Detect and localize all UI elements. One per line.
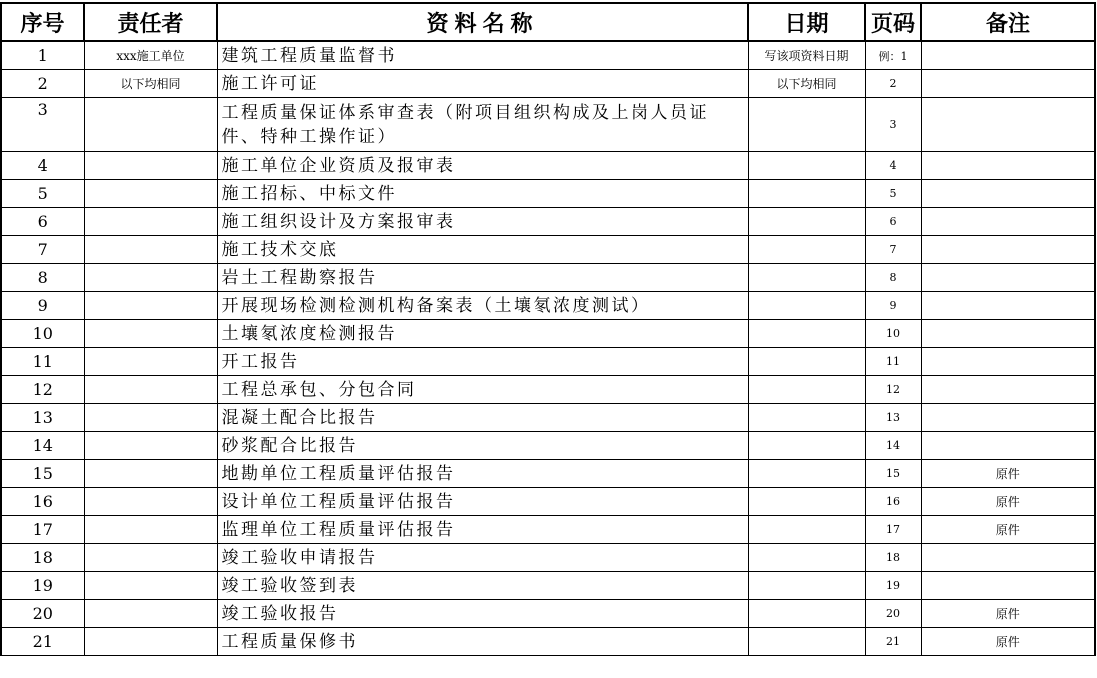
date-cell [748, 180, 865, 208]
page-cell: 14 [865, 432, 921, 460]
row-number-cell: 20 [1, 600, 84, 628]
table-row [1, 376, 1095, 404]
responsible-cell [84, 376, 217, 404]
table-row [1, 208, 1095, 236]
responsible-cell [84, 404, 217, 432]
row-number-cell: 6 [1, 208, 84, 236]
table-row [1, 292, 1095, 320]
document-name-cell: 施工招标、中标文件 [217, 180, 748, 208]
page-cell: 7 [865, 236, 921, 264]
row-number-cell: 15 [1, 460, 84, 488]
date-cell [748, 628, 865, 656]
responsible-cell [84, 544, 217, 572]
responsible-cell [84, 208, 217, 236]
page-cell: 11 [865, 348, 921, 376]
date-cell [748, 404, 865, 432]
header-row [1, 3, 1095, 41]
date-cell: 写该项资料日期 [748, 41, 865, 70]
table-row [1, 236, 1095, 264]
row-number-cell: 8 [1, 264, 84, 292]
document-name-cell: 混凝土配合比报告 [217, 404, 748, 432]
page-cell: 13 [865, 404, 921, 432]
page-cell: 19 [865, 572, 921, 600]
row-number-cell: 19 [1, 572, 84, 600]
row-number-cell: 14 [1, 432, 84, 460]
responsible-cell [84, 236, 217, 264]
responsible-cell [84, 600, 217, 628]
document-name-cell: 竣工验收签到表 [217, 572, 748, 600]
page-cell: 3 [865, 98, 921, 152]
row-number-cell: 21 [1, 628, 84, 656]
document-name-cell: 开工报告 [217, 348, 748, 376]
note-cell [921, 544, 1095, 572]
document-name-cell: 竣工验收申请报告 [217, 544, 748, 572]
date-cell [748, 544, 865, 572]
row-number-cell: 12 [1, 376, 84, 404]
table-row [1, 572, 1095, 600]
page-cell: 21 [865, 628, 921, 656]
note-cell: 原件 [921, 488, 1095, 516]
document-name-cell: 施工技术交底 [217, 236, 748, 264]
note-cell [921, 70, 1095, 98]
row-number-cell: 10 [1, 320, 84, 348]
note-cell [921, 432, 1095, 460]
note-cell [921, 292, 1095, 320]
responsible-cell [84, 628, 217, 656]
table-row [1, 98, 1095, 152]
header-name: 资料名称 [217, 3, 748, 41]
page-cell: 例：1 [865, 41, 921, 70]
page-cell: 8 [865, 264, 921, 292]
table-row [1, 70, 1095, 98]
note-cell [921, 404, 1095, 432]
note-cell: 原件 [921, 516, 1095, 544]
table-row [1, 348, 1095, 376]
row-number-cell: 9 [1, 292, 84, 320]
row-number-cell: 7 [1, 236, 84, 264]
page-cell: 12 [865, 376, 921, 404]
page-cell: 10 [865, 320, 921, 348]
document-name-cell: 施工组织设计及方案报审表 [217, 208, 748, 236]
table-row [1, 516, 1095, 544]
responsible-cell [84, 432, 217, 460]
date-cell [748, 264, 865, 292]
document-name-cell: 施工单位企业资质及报审表 [217, 152, 748, 180]
note-cell [921, 572, 1095, 600]
responsible-cell [84, 348, 217, 376]
page-cell: 15 [865, 460, 921, 488]
note-cell [921, 264, 1095, 292]
date-cell [748, 236, 865, 264]
note-cell [921, 180, 1095, 208]
date-cell [748, 488, 865, 516]
responsible-cell [84, 488, 217, 516]
document-name-cell: 竣工验收报告 [217, 600, 748, 628]
table-row [1, 41, 1095, 70]
document-name-cell: 砂浆配合比报告 [217, 432, 748, 460]
header-no: 序号 [1, 3, 84, 41]
note-cell [921, 348, 1095, 376]
page-cell: 6 [865, 208, 921, 236]
table-row [1, 264, 1095, 292]
note-cell [921, 152, 1095, 180]
date-cell [748, 348, 865, 376]
document-name-cell: 岩土工程勘察报告 [217, 264, 748, 292]
row-number-cell: 16 [1, 488, 84, 516]
page-cell: 17 [865, 516, 921, 544]
responsible-cell [84, 320, 217, 348]
document-name-cell: 地勘单位工程质量评估报告 [217, 460, 748, 488]
responsible-cell [84, 98, 217, 152]
date-cell [748, 152, 865, 180]
date-cell [748, 460, 865, 488]
responsible-cell [84, 516, 217, 544]
responsible-cell [84, 572, 217, 600]
table-row [1, 544, 1095, 572]
header-responsible: 责任者 [84, 3, 217, 41]
responsible-cell [84, 180, 217, 208]
date-cell [748, 376, 865, 404]
page-cell: 2 [865, 70, 921, 98]
page-cell: 5 [865, 180, 921, 208]
row-number-cell: 4 [1, 152, 84, 180]
responsible-cell [84, 264, 217, 292]
date-cell [748, 208, 865, 236]
page-cell: 9 [865, 292, 921, 320]
page-cell: 16 [865, 488, 921, 516]
document-name-cell: 设计单位工程质量评估报告 [217, 488, 748, 516]
document-name-cell: 监理单位工程质量评估报告 [217, 516, 748, 544]
date-cell [748, 292, 865, 320]
responsible-cell: 以下均相同 [84, 70, 217, 98]
row-number-cell: 17 [1, 516, 84, 544]
date-cell [748, 572, 865, 600]
table-row [1, 600, 1095, 628]
note-cell: 原件 [921, 460, 1095, 488]
header-date: 日期 [748, 3, 865, 41]
note-cell [921, 208, 1095, 236]
table-row [1, 460, 1095, 488]
note-cell [921, 320, 1095, 348]
note-cell [921, 98, 1095, 152]
row-number-cell: 13 [1, 404, 84, 432]
row-number-cell: 2 [1, 70, 84, 98]
table-row [1, 404, 1095, 432]
date-cell [748, 516, 865, 544]
row-number-cell: 3 [1, 98, 84, 152]
header-page: 页码 [865, 3, 921, 41]
note-cell [921, 41, 1095, 70]
table-row [1, 628, 1095, 656]
row-number-cell: 11 [1, 348, 84, 376]
document-name-cell: 工程总承包、分包合同 [217, 376, 748, 404]
document-name-cell: 工程质量保证体系审查表（附项目组织构成及上岗人员证件、特种工操作证） [217, 98, 748, 152]
responsible-cell [84, 152, 217, 180]
table-row [1, 152, 1095, 180]
date-cell [748, 98, 865, 152]
note-cell [921, 236, 1095, 264]
table-row [1, 320, 1095, 348]
row-number-cell: 5 [1, 180, 84, 208]
row-number-cell: 18 [1, 544, 84, 572]
responsible-cell [84, 292, 217, 320]
document-table [0, 2, 1096, 656]
table-row [1, 432, 1095, 460]
document-name-cell: 土壤氡浓度检测报告 [217, 320, 748, 348]
date-cell [748, 432, 865, 460]
page-cell: 20 [865, 600, 921, 628]
date-cell [748, 600, 865, 628]
note-cell: 原件 [921, 628, 1095, 656]
page-cell: 4 [865, 152, 921, 180]
responsible-cell [84, 460, 217, 488]
document-name-cell: 工程质量保修书 [217, 628, 748, 656]
table-body [1, 41, 1095, 656]
header-note: 备注 [921, 3, 1095, 41]
date-cell [748, 320, 865, 348]
table-row [1, 180, 1095, 208]
note-cell: 原件 [921, 600, 1095, 628]
document-name-cell: 建筑工程质量监督书 [217, 41, 748, 70]
table-row [1, 488, 1095, 516]
page-cell: 18 [865, 544, 921, 572]
note-cell [921, 376, 1095, 404]
date-cell: 以下均相同 [748, 70, 865, 98]
responsible-cell: xxx施工单位 [84, 41, 217, 70]
document-name-cell: 开展现场检测检测机构备案表（土壤氡浓度测试） [217, 292, 748, 320]
document-name-cell: 施工许可证 [217, 70, 748, 98]
row-number-cell: 1 [1, 41, 84, 70]
